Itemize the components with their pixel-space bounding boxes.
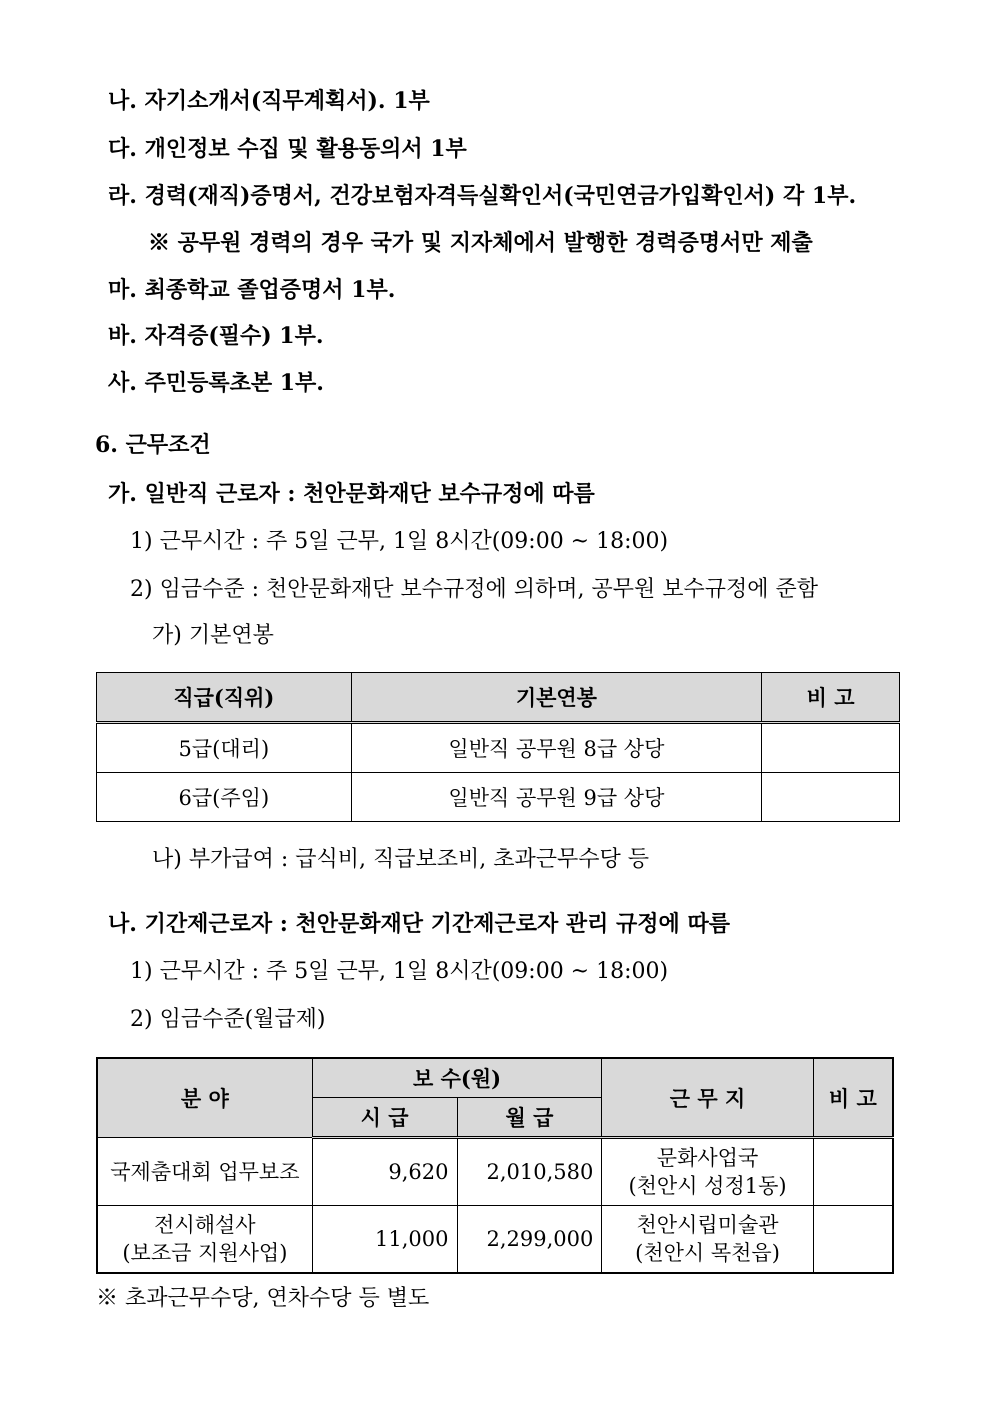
place-line2: (천안시 목천읍): [635, 1241, 780, 1265]
ga-wage: 2) 임금수준 : 천안문화재단 보수규정에 의하며, 공무원 보수규정에 준함: [130, 577, 818, 602]
na-hours: 1) 근무시간 : 주 5일 근무, 1일 8시간(09:00 ~ 18:00): [130, 959, 669, 984]
item-ma: 마. 최종학교 졸업증명서 1부.: [108, 277, 396, 303]
basic-salary-table: [96, 672, 900, 822]
cell-rank: 6급(주임): [97, 773, 352, 822]
field-line2: (보조금 지원사업): [122, 1241, 288, 1265]
footnote: ※ 초과근무수당, 연차수당 등 별도: [96, 1286, 430, 1311]
header-pay: 보 수(원): [312, 1058, 602, 1098]
header-note: 비 고: [813, 1058, 893, 1138]
cell-note: [813, 1206, 893, 1274]
cell-note: [813, 1138, 893, 1206]
place-line1: 천안시립미술관: [636, 1213, 779, 1237]
header-hourly: 시 급: [312, 1098, 457, 1138]
cell-field: [97, 1138, 312, 1206]
field-line1: 국제춤대회 업무보조: [110, 1159, 300, 1184]
cell-rank: 5급(대리): [97, 723, 352, 773]
ga-hours: 1) 근무시간 : 주 5일 근무, 1일 8시간(09:00 ~ 18:00): [130, 529, 669, 554]
item-da: 다. 개인정보 수집 및 활용동의서 1부: [108, 136, 467, 162]
ga-extra: 나) 부가급여 : 급식비, 직급보조비, 초과근무수당 등: [152, 847, 649, 872]
cell-place: [602, 1138, 813, 1206]
item-note-career: ※ 공무원 경력의 경우 국가 및 지자체에서 발행한 경력증명서만 제출: [148, 230, 813, 256]
header-salary: 기본연봉: [351, 673, 761, 723]
cell-note: [762, 723, 900, 773]
header-rank: 직급(직위): [97, 673, 352, 723]
table-row: [97, 1206, 893, 1274]
header-note: 비 고: [762, 673, 900, 723]
header-monthly: 월 급: [457, 1098, 602, 1138]
cell-field: [97, 1206, 312, 1274]
ga-basic: 가) 기본연봉: [152, 623, 274, 648]
place-line2: (천안시 성정1동): [628, 1174, 787, 1198]
cell-place: [602, 1206, 813, 1274]
na-wage: 2) 임금수준(월급제): [130, 1007, 326, 1032]
ga-title: 가. 일반직 근로자 : 천안문화재단 보수규정에 따름: [108, 481, 595, 507]
item-sa: 사. 주민등록초본 1부.: [108, 370, 324, 396]
cell-salary: 일반직 공무원 9급 상당: [351, 773, 761, 822]
table-row: [97, 1138, 893, 1206]
header-place: 근 무 지: [602, 1058, 813, 1138]
section6-title: 6. 근무조건: [95, 432, 211, 458]
item-na: 나. 자기소개서(직무계획서). 1부: [108, 88, 430, 114]
field-line1: 전시해설사: [154, 1213, 256, 1237]
header-field: 분 야: [97, 1058, 312, 1138]
item-ra: 라. 경력(재직)증명서, 건강보험자격득실확인서(국민연금가입확인서) 각 1부.: [108, 183, 857, 209]
cell-monthly: 2,010,580: [457, 1138, 602, 1206]
place-line1: 문화사업국: [656, 1146, 759, 1170]
table-row: [97, 723, 900, 773]
cell-hourly: 9,620: [312, 1138, 457, 1206]
cell-salary: 일반직 공무원 8급 상당: [351, 723, 761, 773]
cell-hourly: 11,000: [312, 1206, 457, 1274]
table-row: [97, 773, 900, 822]
cell-note: [762, 773, 900, 822]
fixed-term-pay-table: [96, 1057, 894, 1274]
item-ba: 바. 자격증(필수) 1부.: [108, 323, 324, 349]
na-title: 나. 기간제근로자 : 천안문화재단 기간제근로자 관리 규정에 따름: [108, 911, 730, 937]
cell-monthly: 2,299,000: [457, 1206, 602, 1274]
